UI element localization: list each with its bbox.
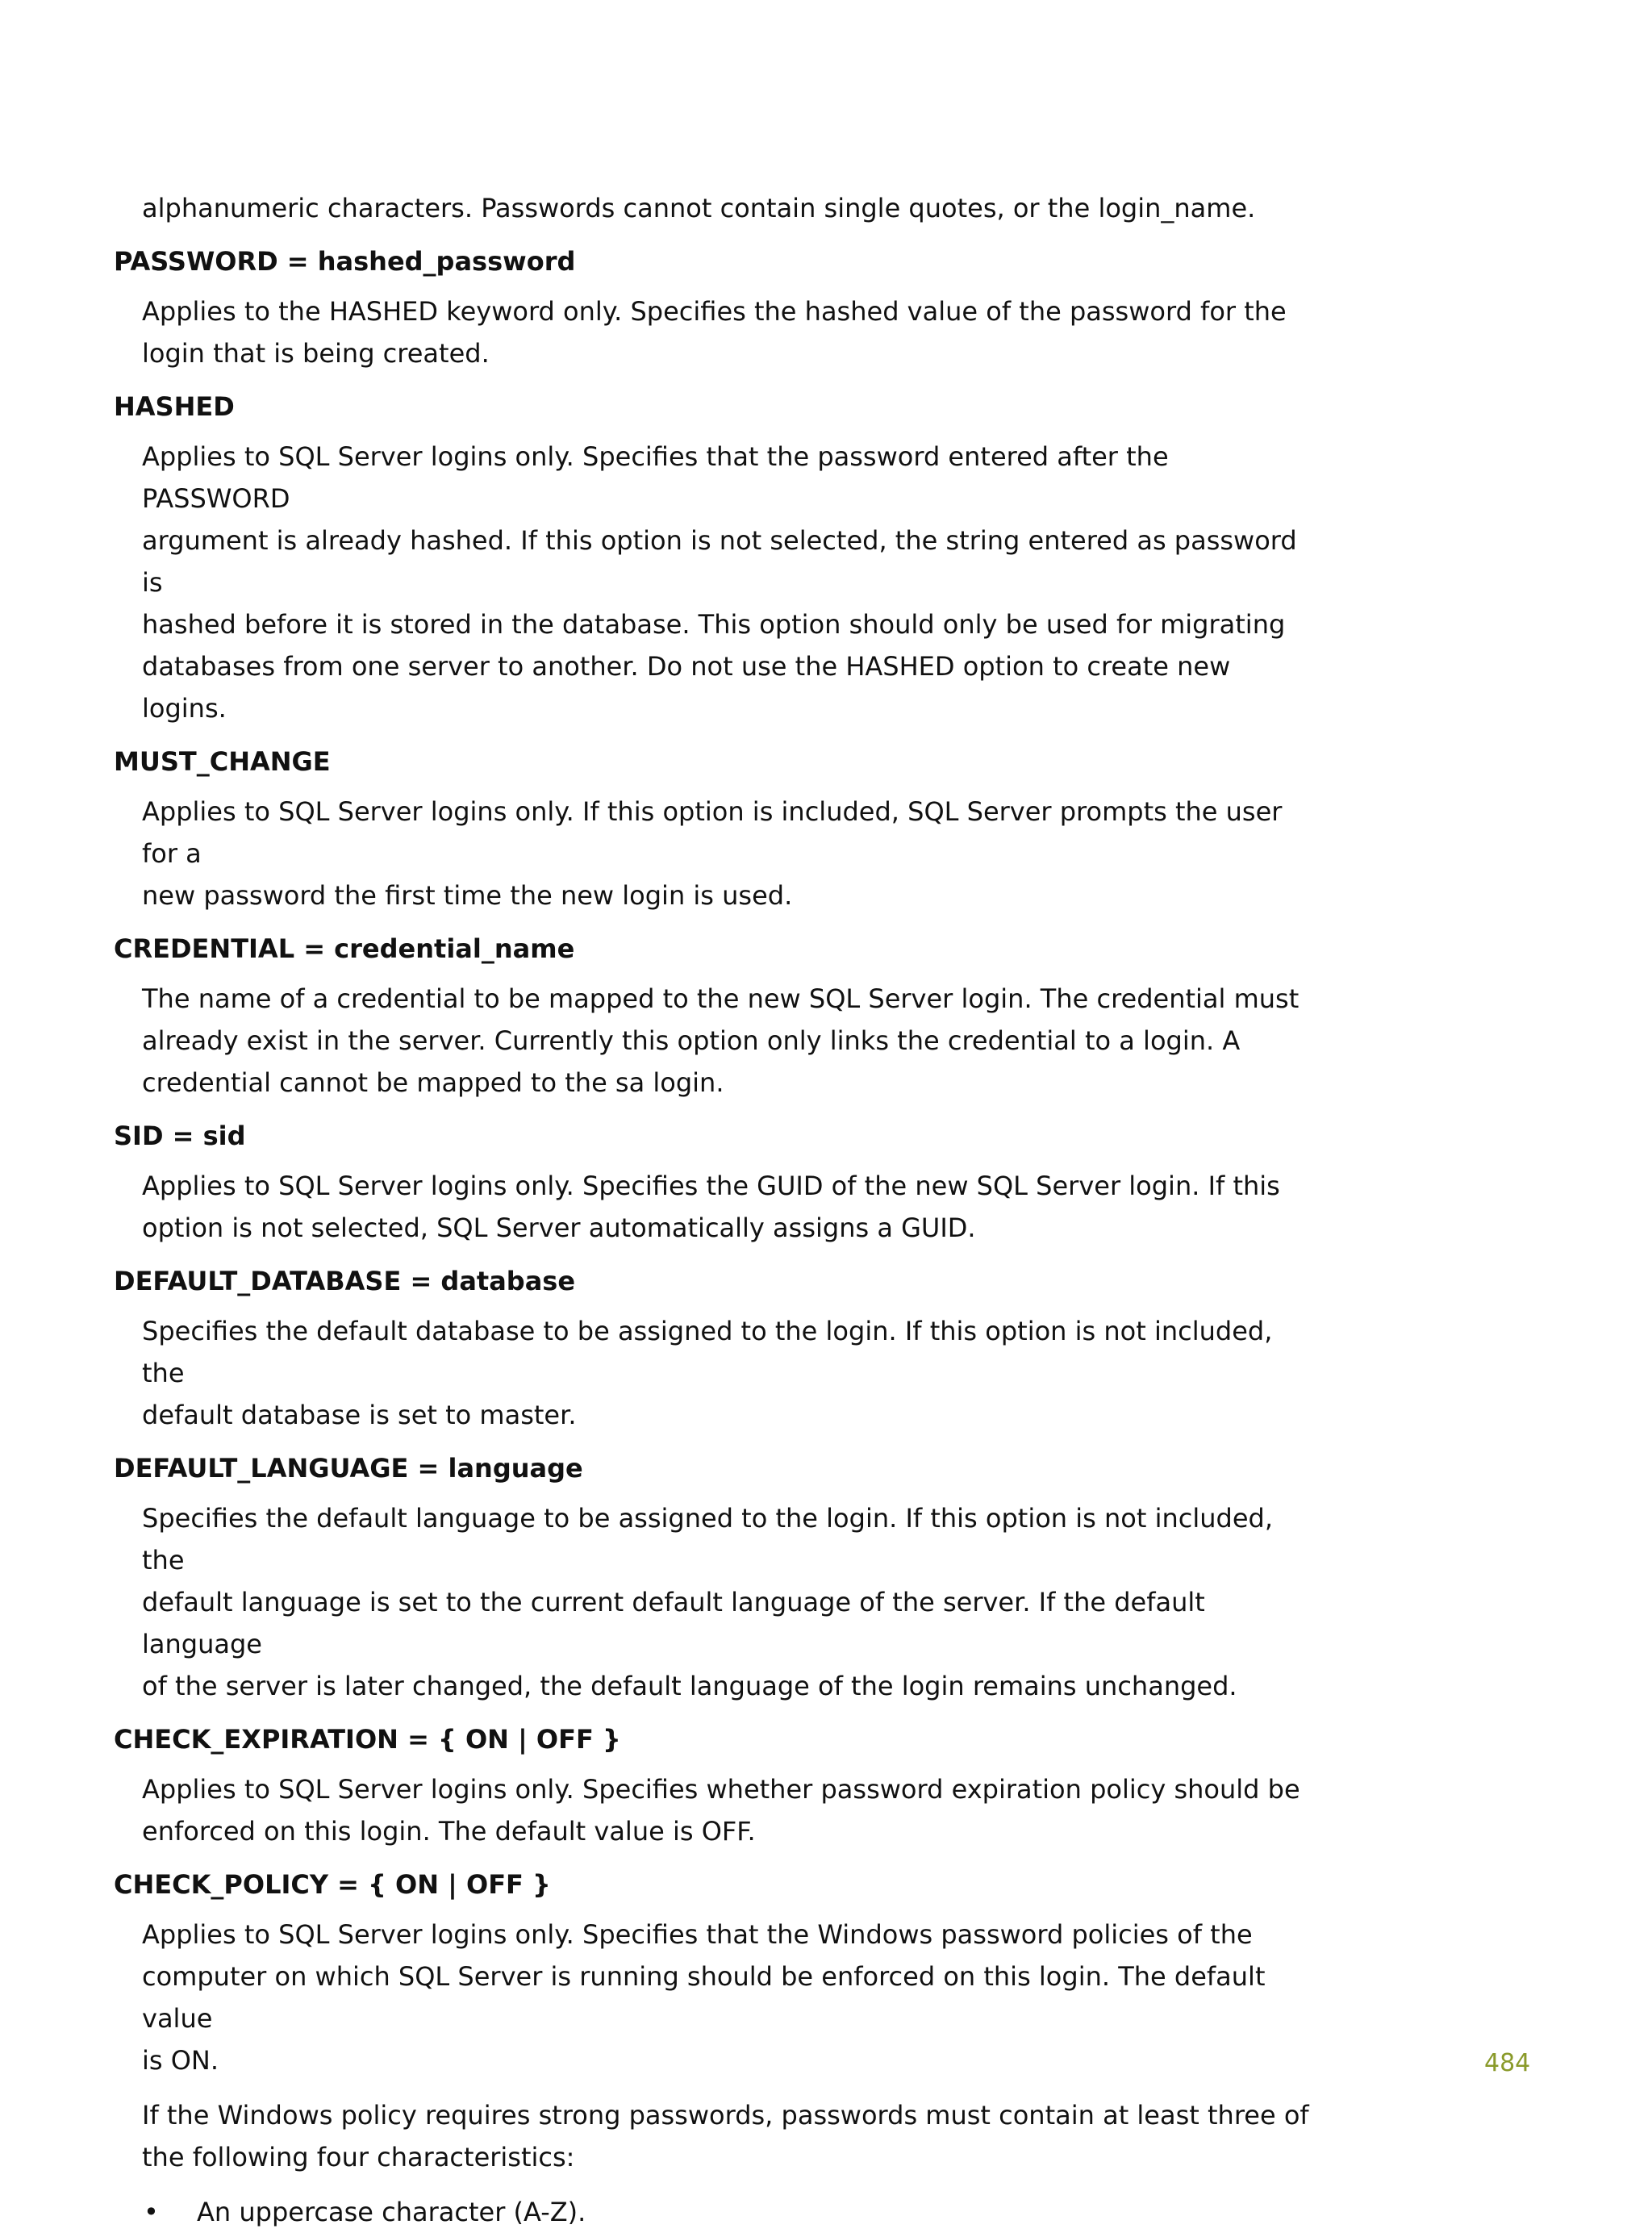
page-content: [114, 187, 1309, 2233]
desc-hashed: Applies to SQL Server logins only. Specifies that the password entered after the PASSWORD argument is already hashed. If this option is not selected, the string entered as password is hashed before it is stored in the database. This option should only be used for migrating databases from one server to another. Do not use the HASHED option to create new logins.: [142, 441, 1297, 724]
term-password-hashed: PASSWORD = hashed_password: [114, 246, 576, 277]
list-item: [142, 2191, 1291, 2233]
desc-check-policy-strong: If the Windows policy requires strong passwords, passwords must contain at least three of the following four characteristics:: [142, 2100, 1309, 2172]
term-check-policy: CHECK_POLICY = { ON | OFF }: [114, 1869, 551, 1900]
desc-password-hashed: Applies to the HASHED keyword only. Specifies the hashed value of the password for the login that is being created.: [142, 296, 1287, 369]
term-default-language: DEFAULT_LANGUAGE = language: [114, 1453, 583, 1484]
bullet-icon: •: [144, 2197, 159, 2227]
desc-credential: The name of a credential to be mapped to the new SQL Server login. The credential must already exist in the server. Currently this option only links the credential to a login. A credential cannot be mapped to the sa login.: [142, 983, 1299, 1098]
term-hashed: HASHED: [114, 391, 235, 422]
page-number: 484: [1484, 2049, 1531, 2077]
lead-paragraph: alphanumeric characters. Passwords cannot contain single quotes, or the login_name.: [142, 193, 1256, 223]
desc-default-language: Specifies the default language to be assigned to the login. If this option is not included, the default language is set to the current default language of the server. If the default language of the server is later changed, the default language of the login remains unchanged.: [142, 1503, 1273, 1701]
characteristics-list: [142, 2191, 1291, 2233]
term-must-change: MUST_CHANGE: [114, 746, 331, 777]
desc-sid: Applies to SQL Server logins only. Specifies the GUID of the new SQL Server login. If this option is not selected, SQL Server automatically assigns a GUID.: [142, 1171, 1280, 1243]
desc-check-policy: Applies to SQL Server logins only. Specifies that the Windows password policies of the computer on which SQL Server is running should be enforced on this login. The default value is ON.: [142, 1919, 1266, 2076]
term-default-database: DEFAULT_DATABASE = database: [114, 1266, 576, 1296]
desc-check-expiration: Applies to SQL Server logins only. Specifies whether password expiration policy should be enforced on this login. The default value is OFF.: [142, 1774, 1300, 1847]
term-credential: CREDENTIAL = credential_name: [114, 933, 575, 964]
desc-must-change: Applies to SQL Server logins only. If this option is included, SQL Server prompts the user for a new password the first time the new login is used.: [142, 796, 1283, 911]
term-check-expiration: CHECK_EXPIRATION = { ON | OFF }: [114, 1724, 621, 1755]
term-sid: SID = sid: [114, 1121, 246, 1151]
desc-default-database: Specifies the default database to be assigned to the login. If this option is not included, the default database is set to master.: [142, 1316, 1273, 1430]
list-item-text: An uppercase character (A-Z).: [197, 2197, 586, 2227]
